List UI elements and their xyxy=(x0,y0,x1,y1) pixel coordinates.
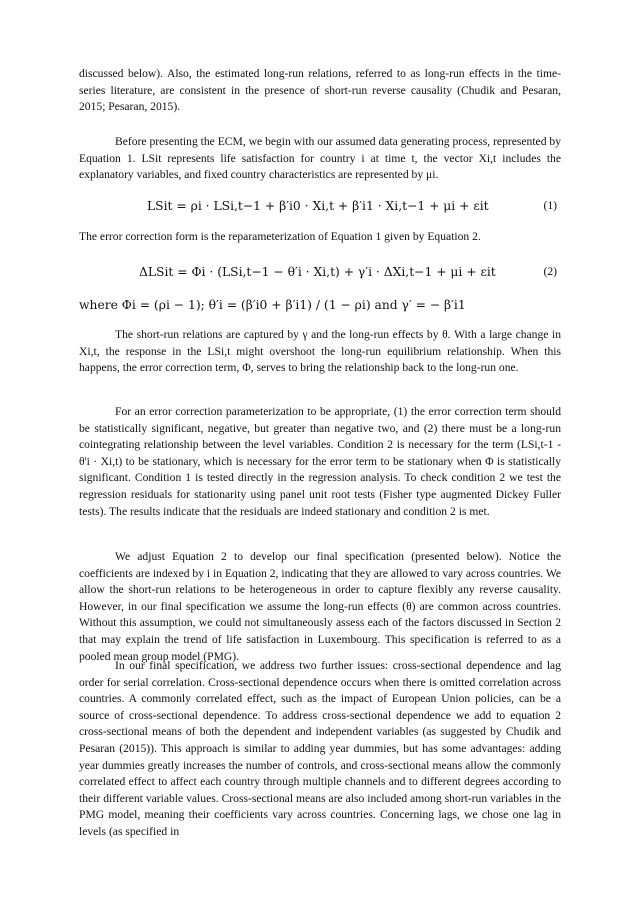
equation-1-expression: LSit = ρi · LSi,t−1 + β′i0 · Xi,t + β′i1 · Xi,t−1 + μi + εit xyxy=(147,199,489,213)
paragraph-short-run: The short-run relations are captured by γ and the long-run effects by θ. With a large change in Xi,t, the response in the LSi,t might overshoot the long-run equilibrium relationship. When this happens, the error correction term, Φ, serves to bring the relationship back to the long-run one. xyxy=(79,328,561,375)
equation-definitions-text: where Φi = (ρi − 1); θ′i = (β′i0 + β′i1) / (1 − ρi) and γ′ = − β′i1 xyxy=(79,298,466,312)
equation-2-number: (2) xyxy=(543,265,557,278)
equation-definitions xyxy=(79,296,561,314)
paragraph-final-specification: We adjust Equation 2 to develop our final specification (presented below). Notice the coefficients are indexed by i in Equation 2, indicating that they are allowed to vary across countries. We allow the short-run relations to be heterogeneous in order to capture flexibly any reverse causality. However, in our final specification we assume the long-run effects (θ) are common across countries. Without this assumption, we could not simultaneously assess each of the factors discussed in Section 2 that may explain the trend of life satisfaction in Luxembourg. This specification is referred to as a pooled mean group model (PMG). xyxy=(79,550,561,663)
equation-2 xyxy=(79,263,561,281)
paragraph-continuation: discussed below). Also, the estimated long-run relations, referred to as long-run effects in the time-series literature, are consistent in the presence of short-run reverse causality (Chudik and Pesaran, 2015; Pesaran, 2015). xyxy=(79,67,561,114)
paragraph-conditions: For an error correction parameterization to be appropriate, (1) the error correction term should be statistically significant, negative, but greater than negative two, and (2) there must be a long-run cointegrating relationship between the level variables. Condition 2 is necessary for the term (LSi,t-1 - θ'i · Xi,t) to be stationary, which is necessary for the error term to be stationary when Φ is statistically significant. Condition 1 is tested directly in the regression analysis. To check condition 2 we test the regression residuals for stationarity using panel unit root tests (Fisher type augmented Dickey Fuller tests). The results indicate that the residuals are indeed stationary and condition 2 is met. xyxy=(79,405,561,518)
paragraph-dgp: Before presenting the ECM, we begin with our assumed data generating process, represented by Equation 1. LSit represents life satisfaction for country i at time t, the vector Xi,t includes the explanatory variables, and fixed country characteristics are represented by μi. xyxy=(79,135,561,182)
equation-1-number: (1) xyxy=(543,199,557,212)
paragraph-cross-sectional: In our final specification, we address two further issues: cross-sectional dependence and lag order for serial correlation. Cross-sectional dependence occurs when there is omitted correlation across countries. A commonly correlated effect, such as the impact of European Union policies, can be a source of cross-sectional dependence. To address cross-sectional dependence we add to equation 2 cross-sectional means of both the dependent and independent variables (as suggested by Chudik and Pesaran (2015)). This approach is similar to adding year dummies, but has some advantages: adding year dummies greatly increases the number of controls, and cross-sectional means allow the commonly correlated effect to affect each country through multiple channels and to different degrees according to their different variable values. Cross-sectional means are also included among short-run variables in the PMG model, meaning their coefficients vary across countries. Concerning lags, we chose one lag in levels (as specified in xyxy=(79,659,561,838)
equation-1 xyxy=(79,197,561,215)
paragraph-error-correction-intro: The error correction form is the reparameterization of Equation 1 given by Equation 2. xyxy=(79,230,481,243)
equation-2-expression: ΔLSit = Φi · (LSi,t−1 − θ′i · Xi,t) + γ′i · ΔXi,t−1 + μi + εit xyxy=(139,265,496,279)
